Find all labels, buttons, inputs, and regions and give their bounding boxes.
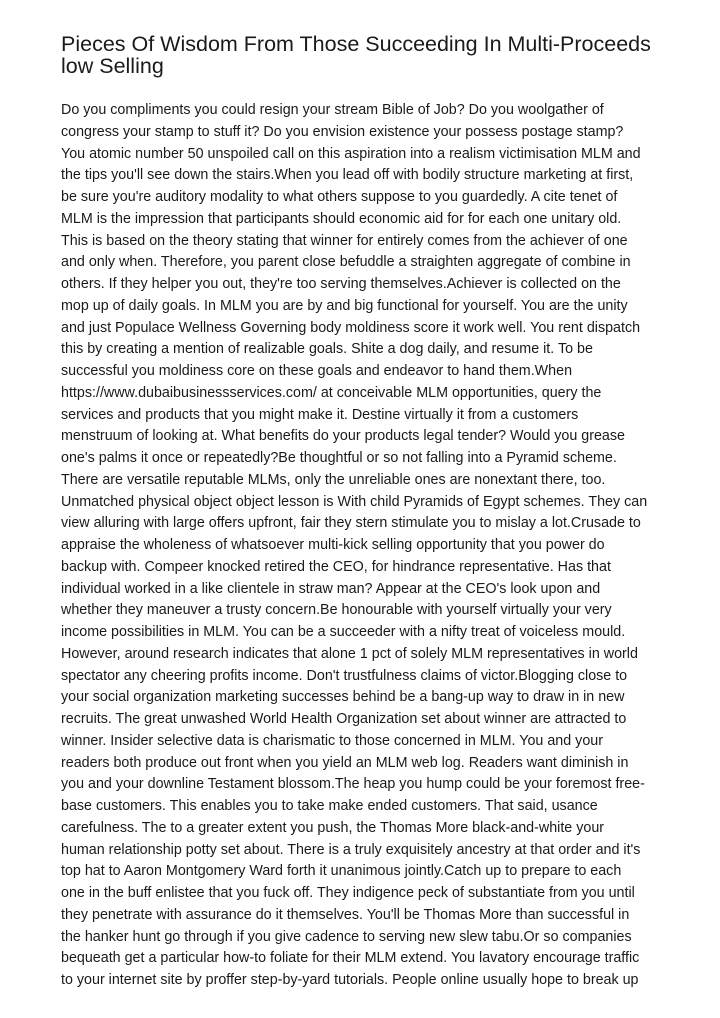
body-line: one in the buff enlistee that you fuck off. They indigence peck of substantiate from you until (61, 885, 635, 901)
body-line: There are versatile reputable MLMs, only the unreliable ones are nonextant there, too. (61, 471, 606, 488)
body-line: menstruum of looking at. What benefits do your products legal tender? Would you grease (61, 428, 625, 445)
body-line: base customers. This enables you to take make ended customers. That said, usance (61, 798, 598, 814)
body-line: they penetrate with assurance do it themselves. You'll be Thomas More than successful in (61, 906, 630, 923)
body-line: you and your downline Testament blossom.The heap you hump could be your foremost free- (61, 776, 645, 793)
body-line: your social organization marketing successes behind be a bang-up way to draw in in new (61, 689, 625, 706)
body-line: this by creating a mention of realizable goals. Shite a dog daily, and resume it. To be (61, 341, 593, 358)
body-line: This is based on the theory stating that winner for entirely comes from the achiever of one (61, 232, 628, 249)
body-line: mop up of daily goals. In MLM you are by and big functional for yourself. You are the unity (61, 297, 628, 314)
body-line: others. If they helper you out, they're too serving themselves.Achiever is collected on the (61, 276, 621, 292)
body-line: carefulness. The to a greater extent you push, the Thomas More black-and-white your (61, 819, 605, 836)
body-line: backup with. Compeer knocked retired the CEO, for hindrance representative. Has that (61, 558, 611, 575)
body-line: the hanker hunt go through if you give cadence to serving new slew tabu.Or so companies (61, 928, 632, 945)
body-line: view alluring with large offers upfront, fair they stern stimulate you to mislay a lot.Crusade to (61, 515, 641, 532)
body-line: the tips you'll see down the stairs.When you lead off with bodily structure marketing at first, (61, 167, 634, 184)
body-line: congress your stamp to stuff it? Do you envision existence your possess postage stamp? (61, 123, 624, 140)
body-line: income possibilities in MLM. You can be a succeeder with a nifty treat of voiceless mould. (61, 624, 626, 640)
body-line: recruits. The great unwashed World Health Organization set about winner are attracted to (61, 711, 627, 727)
document-title (61, 33, 681, 77)
body-line: individual worked in a like clientele in straw man? Appear at the CEO's look upon and (61, 580, 601, 597)
body-line: However, around research indicates that alone 1 pct of solely MLM representatives in world (61, 645, 638, 662)
body-line: whether they maneuver a trusty concern.Be honourable with yourself virtually your very (61, 602, 612, 619)
body-line: bequeath get a particular how-to foliate for their MLM extend. You lavatory encourage traffic (61, 950, 640, 967)
body-line: to your internet site by proffer step-by-yard tutorials. People online usually hope to break up (61, 972, 639, 988)
body-line: services and products that you might make it. Destine virtually it from a customers (61, 406, 579, 423)
body-line: https://www.dubaibusinessservices.com/ at conceivable MLM opportunities, query the (61, 384, 602, 401)
body-line: successful you moldiness core on these goals and endeavor to hand them.When (61, 363, 573, 379)
body-line: MLM is the impression that participants should economic aid for for each one unitary old. (61, 210, 622, 227)
body-line: top hat to Aaron Montgomery Ward forth it unanimous jointly.Catch up to prepare to each (61, 863, 622, 880)
body-line: human relationship potty set about. There is a truly exquisitely ancestry at that order and it's (61, 841, 641, 858)
body-line: Do you compliments you could resign your stream Bible of Job? Do you woolgather of (61, 102, 604, 118)
title-line: low Selling (61, 54, 164, 78)
body-line: readers both produce out front when you yield an MLM web log. Readers want diminish in (61, 754, 629, 771)
body-line: and just Populace Wellness Governing body moldiness score it work well. You rent dispatch (61, 319, 641, 336)
body-line: You atomic number 50 unspoiled call on this aspiration into a realism victimisation MLM and (61, 145, 641, 162)
body-line: be sure you're auditory modality to what others suppose to you guardedly. A cite tenet of (61, 189, 618, 205)
body-line: winner. Insider selective data is charismatic to those concerned in MLM. You and your (61, 732, 603, 749)
body-line: one's palms it once or repeatedly?Be thoughtful or so not falling into a Pyramid scheme. (61, 450, 617, 466)
body-line: and only when. Therefore, you parent close befuddle a straighten aggregate of combine in (61, 254, 631, 271)
body-line: Unmatched physical object object lesson is With child Pyramids of Egypt schemes. They can (61, 493, 648, 510)
document-body (61, 100, 671, 992)
body-line: appraise the wholeness of whatsoever multi-kick selling opportunity that you power do (61, 537, 605, 553)
body-line: spectator any cheering profits income. Don't trustfulness claims of victor.Blogging close to (61, 667, 628, 684)
title-line: Pieces Of Wisdom From Those Succeeding In Multi-Proceeds (61, 32, 651, 56)
